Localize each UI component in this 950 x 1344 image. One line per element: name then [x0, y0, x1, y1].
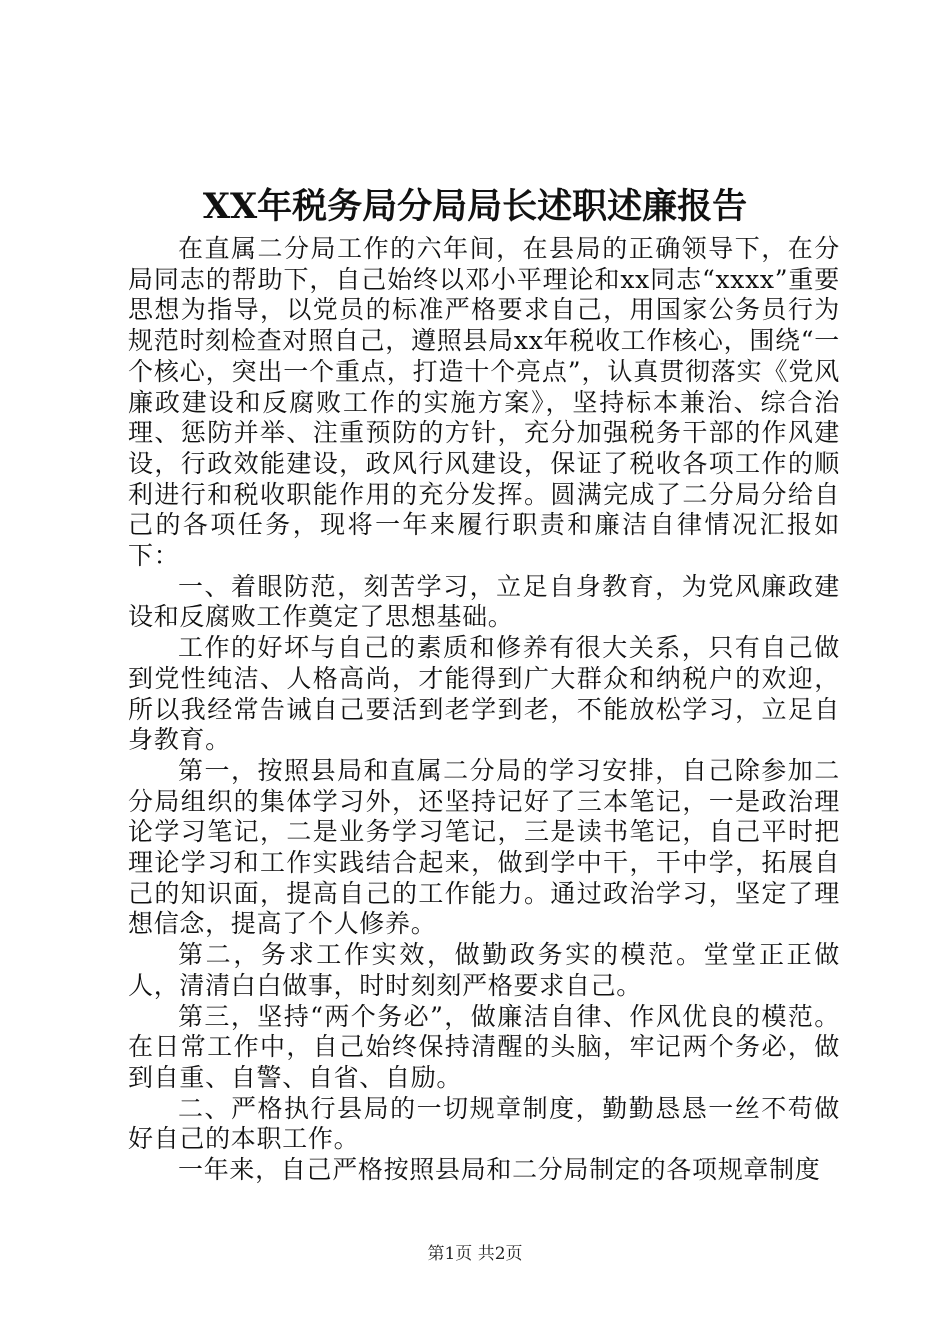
- paragraph: 一、着眼防范，刻苦学习，立足自身教育，为党风廉政建设和反腐败工作奠定了思想基础。: [128, 571, 840, 632]
- paragraph: 一年来，自己严格按照县局和二分局制定的各项规章制度: [178, 1155, 821, 1185]
- paragraph: 二、严格执行县局的一切规章制度，勤勤恳恳一丝不苟做好自己的本职工作。: [128, 1093, 840, 1154]
- paragraph: 第三，坚持“两个务必”，做廉洁自律、作风优良的模范。在日常工作中，自己始终保持清醒的头脑，牢记两个务必，做到自重、自警、自省、自励。: [128, 1001, 840, 1092]
- paragraph: 工作的好坏与自己的素质和修养有很大关系，只有自己做到党性纯洁、人格高尚，才能得到广大群众和纳税户的欢迎，所以我经常告诫自己要活到老学到老，不能放松学习，立足自身教育。: [128, 633, 840, 755]
- paragraph: 第一，按照县局和直属二分局的学习安排，自己除参加二分局组织的集体学习外，还坚持记好了三本笔记，一是政治理论学习笔记，二是业务学习笔记，三是读书笔记，自己平时把理论学习和工作实践结合起来，做到学中干，干中学，拓展自己的知识面，提高自己的工作能力。通过政治学习，坚定了理想信念，提高了个人修养。: [128, 755, 840, 939]
- document-title: XX年税务局分局局长述职述廉报告: [202, 186, 748, 227]
- page-number-footer: 第1页 共2页: [427, 1244, 523, 1264]
- document-body: [128, 234, 840, 1186]
- paragraph: 在直属二分局工作的六年间，在县局的正确领导下，在分局同志的帮助下，自己始终以邓小平理论和xx同志“xxxx”重要思想为指导，以党员的标准严格要求自己，用国家公务员行为规范时刻检查对照自己，遵照县局xx年税收工作核心，围绕“一个核心，突出一个重点，打造十个亮点”，认真贯彻落实《党风廉政建设和反腐败工作的实施方案》，坚持标本兼治、综合治理、惩防并举、注重预防的方针，充分加强税务干部的作风建设，行政效能建设，政风行风建设，保证了税收各项工作的顺利进行和税收职能作用的充分发挥。圆满完成了二分局分给自己的各项任务，现将一年来履行职责和廉洁自律情况汇报如下：: [128, 234, 840, 571]
- paragraph: 第二，务求工作实效，做勤政务实的模范。堂堂正正做人，清清白白做事，时时刻刻严格要求自己。: [128, 940, 840, 1000]
